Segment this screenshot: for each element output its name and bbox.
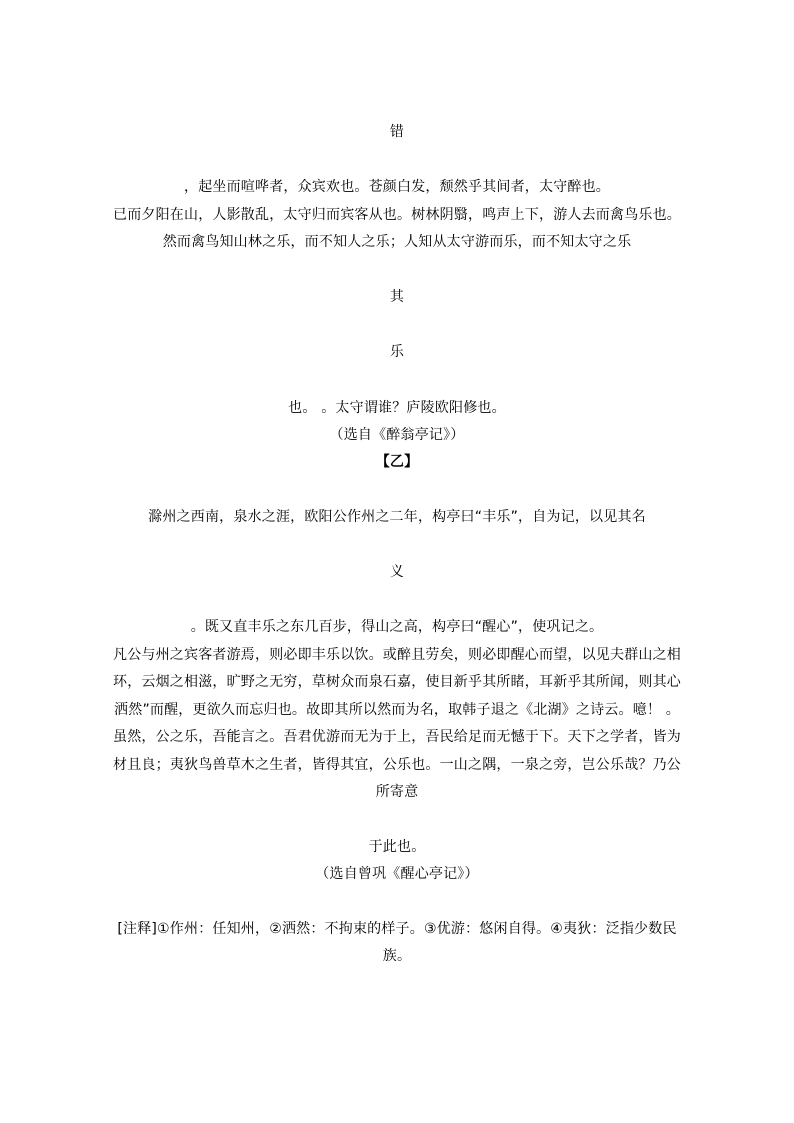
passage-b-line-2: 义 [389,564,405,580]
passage-a-line-3: 已而夕阳在山，人影散乱，太守归而宾客从也。树林阴翳，鸣声上下，游人去而禽鸟乐也。 [113,207,681,223]
footnote-line-1: [注释]①作州：任知州，②洒然：不拘束的样子。③优游：悠闲自得。④夷狄：泛指少数民 [117,921,677,937]
passage-a-line-5: 其 [389,289,405,305]
passage-b-source: （选自曾巩《醒心亭记》） [315,866,479,882]
passage-a-line-2: ，起坐而喧哗者，众宾欢也。苍颜白发，颓然乎其间者，太守醉也。 [184,179,610,195]
passage-b-line-7: 虽然，公之乐，吾能言之。吾君优游而无为于上，吾民给足而无憾于下。天下之学者，皆为 [113,729,681,745]
passage-b-line-8: 材且良；夷狄鸟兽草木之生者，皆得其宜，公乐也。一山之隅，一泉之旁，岂公乐哉？乃公 [113,757,681,773]
passage-a-source: （选自《醉翁亭记》） [329,427,465,443]
passage-b-line-5: 环，云烟之相滋，旷野之无穷，草树众而泉石嘉，使目新乎其所睹，耳新乎其所闻，则其心 [113,674,681,690]
passage-b-heading: 【乙】 [375,454,419,470]
footnote-line-2: 族。 [382,948,412,964]
passage-b-line-6: 洒然”而醒，更欲久而忘归也。故即其所以然而为名，取韩子退之《北湖》之诗云。噫！ 。 [114,702,680,718]
passage-b-line-1: 滁州之西南，泉水之涯，欧阳公作州之二年，构亭曰“丰乐”，自为记，以见其名 [148,509,646,525]
passage-b-line-9: 所寄意 [375,784,419,800]
passage-b-line-4: 凡公与州之宾客者游焉，则必即丰乐以饮。或醉且劳矣，则必即醒心而望，以见夫群山之相 [113,647,681,663]
passage-b-line-3: 。既又直丰乐之东几百步，得山之高，构亭曰“醒心”，使巩记之。 [190,619,604,635]
passage-a-line-6: 乐 [389,344,405,360]
passage-b-line-10: 于此也。 [368,839,426,855]
passage-a-line-7: 也。 。太守谓谁？庐陵欧阳修也。 [288,400,506,416]
passage-a-line-1: 错 [389,124,405,140]
passage-a-line-4: 然而禽鸟知山林之乐，而不知人之乐；人知从太守游而乐，而不知太守之乐 [162,234,632,250]
